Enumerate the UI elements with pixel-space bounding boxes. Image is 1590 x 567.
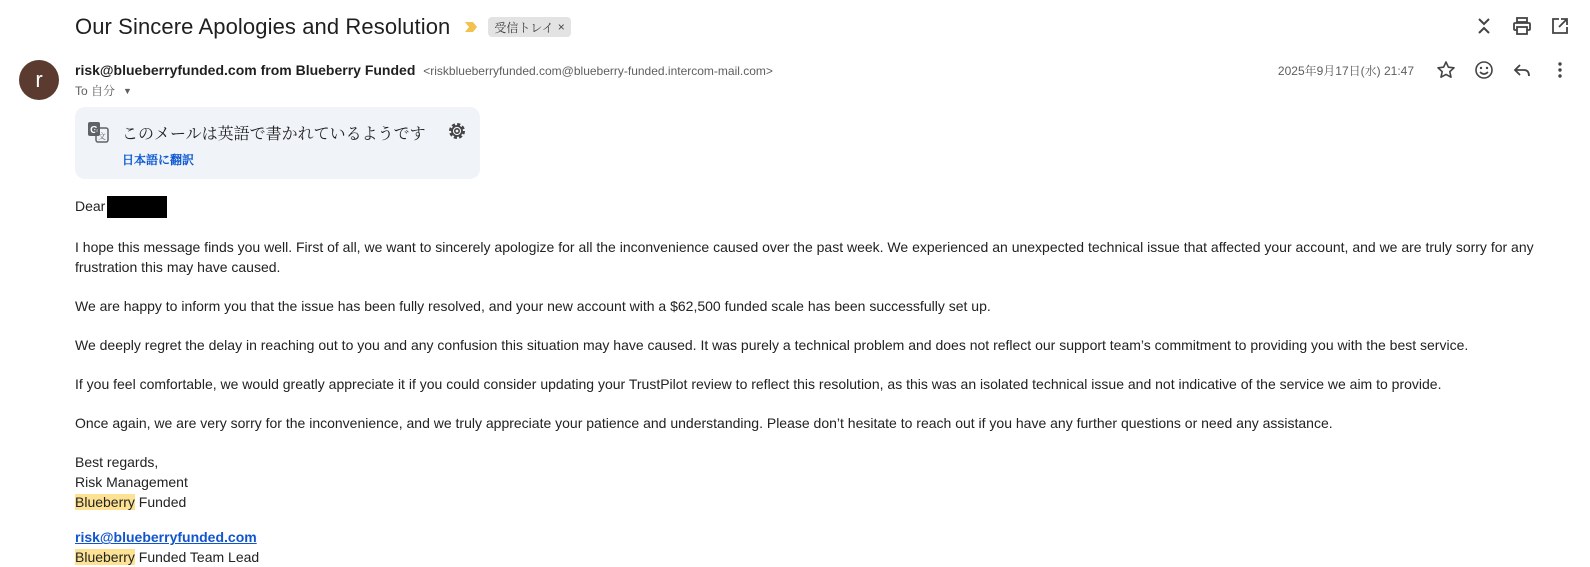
highlighted-term: Blueberry — [75, 494, 135, 511]
greeting-line — [75, 196, 1565, 218]
star-button[interactable] — [1434, 58, 1458, 82]
reply-icon — [1512, 60, 1532, 80]
email-body — [75, 196, 1565, 567]
reply-button[interactable] — [1510, 58, 1534, 82]
signature-company-rest: Funded — [134, 494, 187, 511]
importance-marker-icon[interactable] — [464, 20, 478, 34]
redacted-name — [107, 196, 167, 218]
gear-icon[interactable] — [446, 120, 468, 142]
signature — [75, 452, 1565, 567]
inbox-label-chip[interactable] — [488, 17, 570, 37]
svg-text:文: 文 — [98, 132, 106, 141]
signature-team: Risk Management — [75, 474, 188, 491]
translate-to-japanese-link[interactable]: 日本語に翻訳 — [122, 153, 195, 167]
svg-text:G: G — [90, 125, 98, 136]
recipient-details[interactable] — [75, 82, 132, 99]
signature-role — [75, 547, 1565, 567]
greeting-text: Dear — [75, 198, 106, 214]
star-icon — [1436, 60, 1456, 80]
more-vert-icon — [1550, 60, 1570, 80]
subject-row — [75, 10, 571, 44]
expand-collapse-button[interactable] — [1472, 14, 1496, 38]
translate-icon — [87, 121, 109, 143]
top-actions — [1472, 14, 1572, 38]
recipient-text: To 自分 — [75, 84, 116, 98]
body-paragraph-5: Once again, we are very sorry for the inconvenience, and we truly appreciate your patience and understanding. Please don’t hesitate to reach out if you have any further questions or need any assistance. — [75, 415, 1333, 432]
print-button[interactable] — [1510, 14, 1534, 38]
body-paragraph-2: We are happy to inform you that the issue has been fully resolved, and your new account with a $62,500 funded scale has been successfully set up. — [75, 298, 991, 315]
emoji-reaction-button[interactable] — [1472, 58, 1496, 82]
sender-email: <riskblueberryfunded.com@blueberry-funded.intercom-mail.com> — [423, 64, 773, 78]
signature-company — [75, 492, 1565, 512]
signature-closing: Best regards, — [75, 454, 159, 471]
more-options-button[interactable] — [1548, 58, 1572, 82]
print-icon — [1512, 16, 1532, 36]
sender-name[interactable]: risk@blueberryfunded.com from Blueberry Funded — [75, 62, 416, 78]
translate-banner — [75, 107, 480, 179]
signature-role-rest: Funded Team Lead — [134, 549, 260, 566]
message-meta — [1278, 58, 1572, 82]
expand-collapse-icon — [1474, 16, 1494, 36]
signature-email-link[interactable]: risk@blueberryfunded.com — [75, 529, 257, 546]
inbox-label-text: 受信トレイ — [494, 20, 554, 35]
body-paragraph-4: If you feel comfortable, we would greatly appreciate it if you could consider updating your TrustPilot review to reflect this resolution, as this was an isolated technical issue and not indicative of the service we aim to provide. — [75, 376, 1442, 393]
highlighted-term: Blueberry — [75, 549, 135, 566]
signature-email-line — [75, 527, 1565, 547]
message-date: 2025年9月17日(水) 21:47 — [1277, 63, 1414, 78]
sender-avatar[interactable]: r — [19, 60, 59, 100]
open-in-new-window-button[interactable] — [1548, 14, 1572, 38]
sender-line — [75, 62, 773, 78]
chevron-down-icon: ▼ — [123, 85, 132, 96]
body-paragraph-3: We deeply regret the delay in reaching out to you and any confusion this situation may have caused. It was purely a technical problem and does not reflect our support team’s commitment to providing you with the best service. — [75, 337, 1469, 354]
email-subject: Our Sincere Apologies and Resolution — [75, 14, 451, 39]
remove-label-icon[interactable]: × — [557, 20, 565, 34]
emoji-icon — [1474, 60, 1494, 80]
translate-message: このメールは英語で書かれているようです — [122, 126, 426, 143]
body-paragraph-1: I hope this message finds you well. First of all, we want to sincerely apologize for all the inconvenience caused over the past week. We experienced an unexpected technical issue that affected your account, and we are truly sorry for any frustration this may have caused. — [75, 239, 1534, 276]
open-in-new-window-icon — [1550, 16, 1570, 36]
